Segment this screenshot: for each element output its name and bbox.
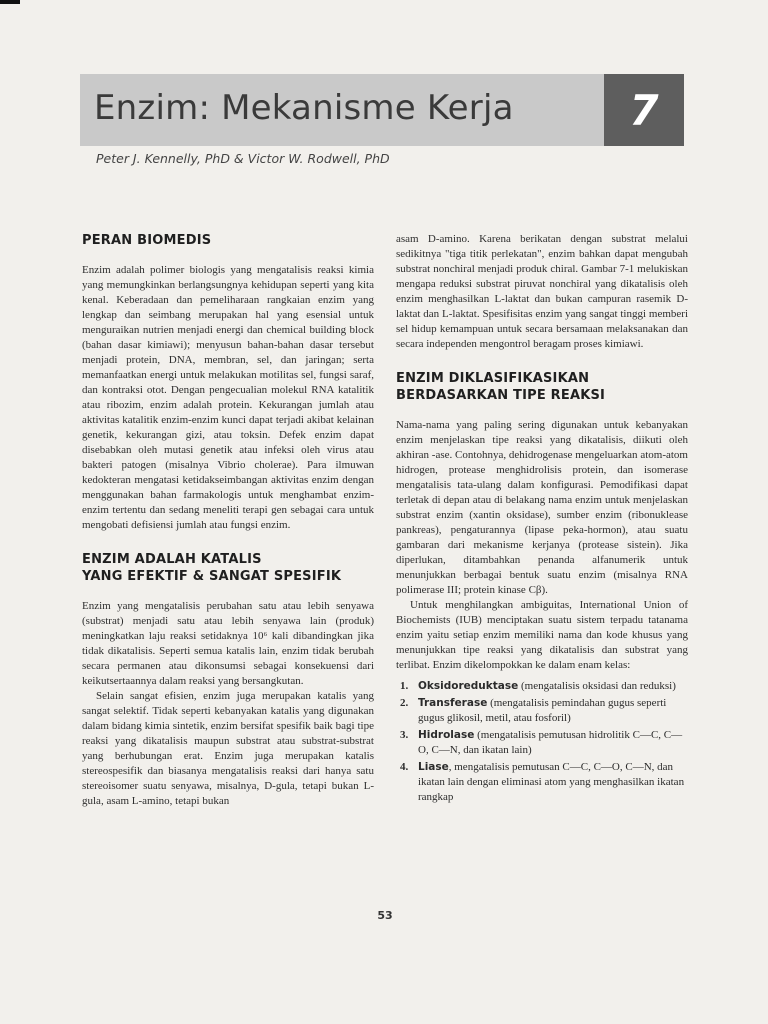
section-enzim-katalis <box>82 551 374 809</box>
section-peran-biomedis <box>82 232 374 533</box>
scan-edge-mark <box>0 0 20 4</box>
chapter-title-band <box>80 74 604 146</box>
heading-line: ENZIM DIKLASIFIKASIKAN <box>396 371 590 386</box>
class-desc: , mengatalisis pemutusan C—C, C—O, C—N, dan ikatan lain dengan eliminasi atom yang menghasilkan ikatan rangkap <box>418 761 685 803</box>
right-column <box>396 232 688 807</box>
list-number: 2. <box>400 697 409 709</box>
section-heading <box>82 551 374 585</box>
chapter-authors: Peter J. Kennelly, PhD & Victor W. Rodwell, PhD <box>96 151 390 166</box>
chapter-title: Enzim: Mekanisme Kerja <box>94 88 514 128</box>
paragraph: asam D-amino. Karena berikatan dengan substrat melalui sedikitnya "tiga titik perlekatan", enzim bahkan dapat mengubah substrat nonchiral menjadi produk chiral. Gambar 7-1 melukiskan mengapa reduksi substrat piruvat nonchiral yang dikatalisis oleh enzim menghasilkan L-laktat dan bukan campuran rasemik D-laktat dan L-laktat. Spesifisitas enzim yang sangat tinggi memberi sel hidup kemampuan untuk secara bersamaan melaksanakan dan secara independen mengontrol beragam proses kimiawi. <box>396 233 688 350</box>
class-desc: (mengatalisis pemindahan gugus seperti gugus glikosil, metil, atau fosforil) <box>418 697 667 724</box>
class-term: Hidrolase <box>418 729 475 741</box>
list-item <box>396 760 688 805</box>
list-item <box>396 696 688 726</box>
list-number: 3. <box>400 729 409 741</box>
left-column <box>82 232 374 827</box>
class-term: Oksidoreduktase <box>418 680 519 692</box>
enzyme-class-list <box>396 679 688 805</box>
page-number: 53 <box>377 909 393 922</box>
list-number: 1. <box>400 680 409 692</box>
section-klasifikasi <box>396 370 688 673</box>
class-desc: (mengatalisis oksidasi dan reduksi) <box>518 680 676 692</box>
list-number: 4. <box>400 761 409 773</box>
list-item <box>396 679 688 694</box>
section-heading <box>396 370 688 404</box>
class-desc: (mengatalisis pemutusan hidrolitik C—C, C—O, C—N, dan ikatan lain) <box>418 729 683 756</box>
paragraph: Enzim yang mengatalisis perubahan satu atau lebih senyawa (substrat) menjadi satu atau lebih senyawa lain (produk) meningkatkan laju reaksi setidaknya 10⁶ kali dibandingkan jika tidak dikatalisis. Seperti semua katalis lain, enzim tidak berubah secara permanen atau dikonsumsi sebagai konsekuensi dari keikutsertaannya dalam reaksi yang bersangkutan. <box>82 600 374 687</box>
paragraph: Nama-nama yang paling sering digunakan untuk kebanyakan enzim menjelaskan tipe reaksi yang dikatalisis, diikuti oleh akhiran -ase. Contohnya, dehidrogenase mengeluarkan atom-atom hidrogen, protease menghidrolisis protein, dan isomerase mengatalisis tata-ulang dalam konfigurasi. Pemodifikasi dapat terletak di depan atau di belakang nama enzim untuk menjelaskan substrat enzim (xantin oksidase), sumber enzim (ribonuklease pankreas), pengaturannya (lipase peka-hormon), atau suatu gambaran dari mekanisme kerjanya (protease sistein). Jika diperlukan, ditambahkan penanda alfanumerik untuk menunjukkan berbagai bentuk suatu enzim (misalnya RNA polimerase III; protein kinase Cβ). <box>396 419 688 596</box>
heading-line: BERDASARKAN TIPE REAKSI <box>396 388 606 403</box>
class-term: Liase <box>418 761 449 773</box>
paragraph: Enzim adalah polimer biologis yang mengatalisis reaksi kimia yang memungkinkan berlangsungnya kehidupan seperti yang kita kenal. Keberadaan dan pemeliharaan rangkaian enzim yang lengkap dan seimbang merupakan hal yang esensial untuk menguraikan nutrien menjadi energi dan chemical building block (bahan dasar kimiawi); menyusun bahan-bahan dasar tersebut menjadi protein, DNA, membran, sel, dan jaringan; serta memanfaatkan energi untuk melakukan motilitas sel, fungsi saraf, dan kontraksi otot. Dengan pengecualian molekul RNA katalitik atau ribozim, enzim adalah protein. Kekurangan jumlah atau aktivitas katalitik enzim-enzim kunci dapat terjadi akibat kelainan genetik, kekurangan gizi, atau toksin. Defek enzim dapat disebabkan oleh mutasi genetik atau infeksi oleh virus atau bakteri patogen (misalnya Vibrio cholerae). Para ilmuwan kedokteran mengatasi ketidakseimbangan aktivitas enzim dengan menggunakan bahan farmakologis untuk menghambat enzim-enzim tertentu dan sedang meneliti terapi gen sebagai cara untuk mengobati defisiensi jumlah atau fungsi enzim. <box>82 264 374 531</box>
class-term: Transferase <box>418 697 488 709</box>
paragraph: Untuk menghilangkan ambiguitas, International Union of Biochemists (IUB) menciptakan suatu sistem terpadu tatanama enzim yaitu setiap enzim memiliki nama dan kode khusus yang menunjukkan tipe reaksi yang dikatalisis dan substrat yang terlibat. Enzim dikelompokkan ke dalam enam kelas: <box>396 599 688 671</box>
heading-line: YANG EFEKTIF & SANGAT SPESIFIK <box>82 569 342 584</box>
chapter-number: 7 <box>604 74 684 146</box>
continuation-block <box>396 232 688 352</box>
section-heading: PERAN BIOMEDIS <box>82 233 212 248</box>
paragraph: Selain sangat efisien, enzim juga merupakan katalis yang sangat selektif. Tidak seperti kebanyakan katalis yang digunakan dalam bidang kimia sintetik, enzim bersifat spesifik baik bagi tipe reaksi yang dikatalisis maupun substrat atau substrat-substrat yang berhubungan erat. Enzim juga merupakan katalis stereospesifik dan biasanya mengatalisis reaksi dari hanya satu stereoisomer suatu senyawa, misalnya, D-gula, tetapi bukan L-gula, asam L-amino, tetapi bukan <box>82 690 374 807</box>
heading-line: ENZIM ADALAH KATALIS <box>82 552 262 567</box>
list-item <box>396 728 688 758</box>
